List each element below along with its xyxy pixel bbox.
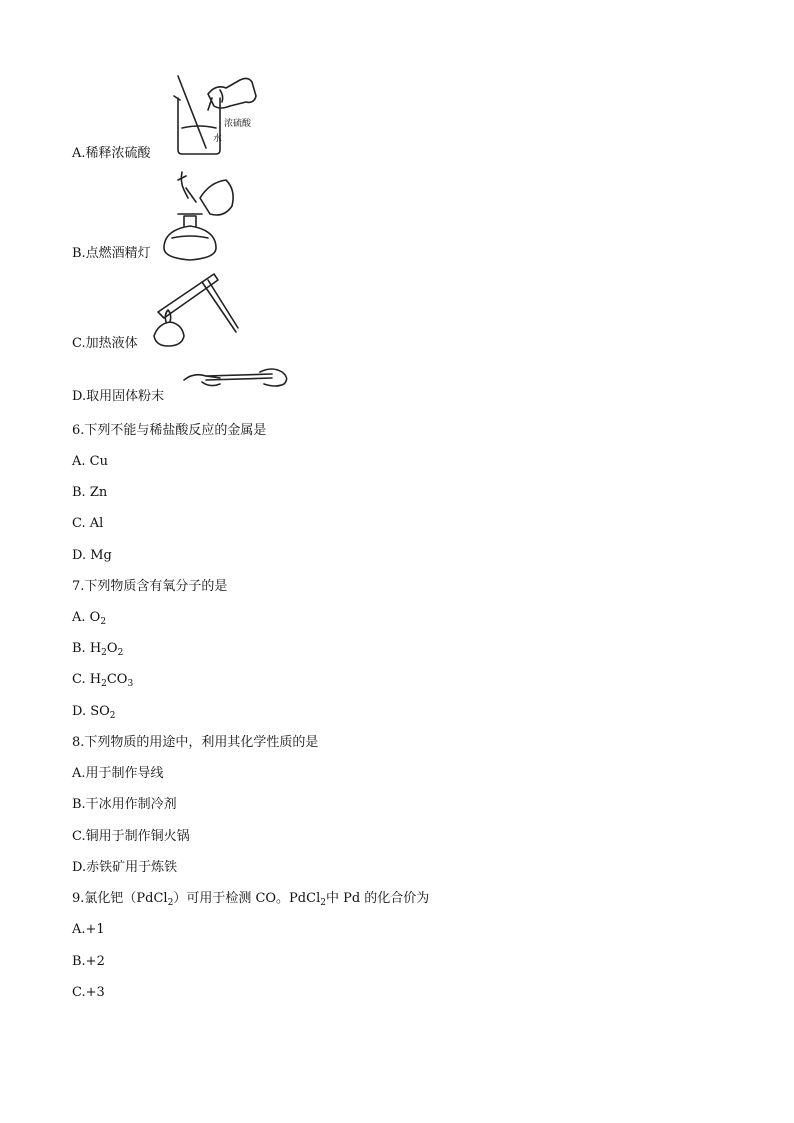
q6-option-a: A. Cu <box>72 454 108 469</box>
q8-option-a: A.用于制作导线 <box>72 766 164 781</box>
take-solid-powder-figure <box>180 364 292 392</box>
q7-option-b: B. $H_2O_2$ <box>72 641 124 658</box>
q6-option-b: B. Zn <box>72 485 108 500</box>
q8-option-b: B.干冰用作制冷剂 <box>72 797 177 812</box>
q9-option-c: C.+3 <box>72 985 105 1000</box>
q9-option-b: B.+2 <box>72 954 105 969</box>
dilute-sulfuric-acid-figure <box>164 66 264 158</box>
q7-option-d: D. $SO_2$ <box>72 704 116 721</box>
q6-option-d: D. Mg <box>72 548 112 563</box>
q5-option-a: A.稀释浓硫酸 <box>72 146 151 161</box>
figure-label-acid: 浓硫酸 <box>224 119 252 129</box>
q6-option-c: C. Al <box>72 516 104 531</box>
q7-option-c: C. $H_2CO_3$ <box>72 672 134 689</box>
q7-stem: 7.下列物质含有氧分子的是 <box>72 579 228 594</box>
q8-option-d: D.赤铁矿用于炼铁 <box>72 860 178 875</box>
q5-option-d: D.取用固体粉末 <box>72 389 165 404</box>
q9-stem: 9.氯化钯（PdCl$_2$）可用于检测 CO。PdCl$_2$中 Pd 的化合价为 <box>72 891 430 908</box>
q7-option-a: A. $O_2$ <box>72 610 107 627</box>
q9-option-a: A.+1 <box>72 922 105 937</box>
figure-label-water: 水 <box>213 134 223 144</box>
q8-stem: 8.下列物质的用途中，利用其化学性质的是 <box>72 735 319 750</box>
light-alcohol-lamp-figure <box>156 168 246 264</box>
q8-option-c: C.铜用于制作铜火锅 <box>72 829 190 844</box>
heat-liquid-figure <box>148 266 248 352</box>
q5-option-b: B.点燃酒精灯 <box>72 246 151 261</box>
q5-option-c: C.加热液体 <box>72 336 138 351</box>
q6-stem: 6.下列不能与稀盐酸反应的金属是 <box>72 423 267 438</box>
